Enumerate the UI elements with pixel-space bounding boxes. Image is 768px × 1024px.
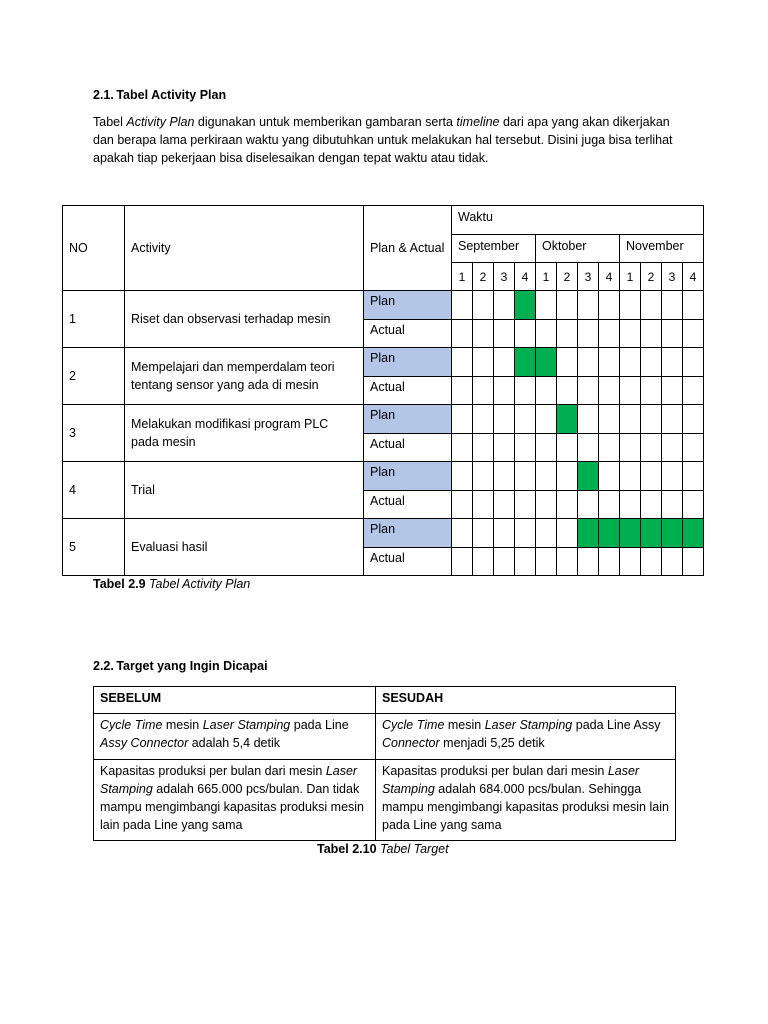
row-activity: Riset dan observasi terhadap mesin [125, 291, 364, 348]
row-number: 2 [63, 348, 125, 405]
actual-week-cell [557, 377, 578, 405]
plan-label: Plan [364, 348, 452, 377]
actual-label: Actual [364, 548, 452, 576]
plan-week-cell [473, 519, 494, 548]
plan-week-cell [599, 291, 620, 320]
actual-week-cell [557, 491, 578, 519]
plan-week-cell [683, 462, 704, 491]
header-week: 1 [536, 263, 557, 291]
plan-week-cell [452, 519, 473, 548]
plan-week-cell [536, 405, 557, 434]
plan-week-cell [683, 405, 704, 434]
actual-label: Actual [364, 320, 452, 348]
actual-week-cell [683, 491, 704, 519]
plan-label: Plan [364, 462, 452, 491]
plan-week-cell [473, 462, 494, 491]
header-week: 2 [641, 263, 662, 291]
plan-label: Plan [364, 291, 452, 320]
actual-week-cell [473, 320, 494, 348]
plan-label: Plan [364, 519, 452, 548]
actual-week-cell [536, 320, 557, 348]
para-text: digunakan untuk memberikan gambaran serta [194, 115, 457, 129]
header-month: Oktober [536, 235, 620, 263]
actual-week-cell [599, 377, 620, 405]
row-activity: Trial [125, 462, 364, 519]
plan-week-cell [641, 348, 662, 377]
actual-week-cell [683, 320, 704, 348]
plan-week-cell [452, 348, 473, 377]
row-number: 1 [63, 291, 125, 348]
plan-week-cell [494, 291, 515, 320]
actual-week-cell [515, 320, 536, 348]
actual-week-cell [683, 548, 704, 576]
section-heading-target: 2.2. Target yang Ingin Dicapai [93, 659, 268, 673]
header-month: September [452, 235, 536, 263]
cell-text: menjadi 5,25 detik [439, 736, 545, 750]
cell-italic: Cycle Time [100, 718, 163, 732]
plan-week-cell [641, 462, 662, 491]
plan-week-cell [599, 348, 620, 377]
plan-week-filled [683, 519, 704, 548]
cell-text: adalah 684.000 pcs/bulan. Sehingga mampu mengimbangi kapasitas produksi mesin lain pada Line yang sama [382, 782, 669, 832]
actual-week-cell [494, 548, 515, 576]
actual-week-cell [620, 377, 641, 405]
actual-week-cell [536, 434, 557, 462]
intro-paragraph [93, 113, 683, 167]
cell-text: pada Line [290, 718, 349, 732]
actual-week-cell [662, 434, 683, 462]
actual-week-cell [662, 320, 683, 348]
actual-label: Actual [364, 377, 452, 405]
plan-week-cell [557, 291, 578, 320]
actual-week-cell [683, 377, 704, 405]
header-week: 2 [557, 263, 578, 291]
plan-week-cell [515, 405, 536, 434]
cell-italic: Laser Stamping [100, 764, 358, 796]
plan-week-cell [473, 348, 494, 377]
actual-week-cell [515, 434, 536, 462]
plan-week-filled [620, 519, 641, 548]
plan-week-filled [599, 519, 620, 548]
cell-italic: Cycle Time [382, 718, 445, 732]
caption-italic: Tabel Activity Plan [149, 577, 251, 591]
plan-week-cell [557, 462, 578, 491]
actual-week-cell [662, 377, 683, 405]
plan-week-cell [683, 348, 704, 377]
cell-italic: Laser Stamping [484, 718, 573, 732]
plan-week-filled [557, 405, 578, 434]
activity-plan-table [62, 205, 704, 576]
actual-label: Actual [364, 434, 452, 462]
actual-week-cell [536, 548, 557, 576]
actual-week-cell [494, 320, 515, 348]
para-italic: Activity Plan [126, 115, 195, 129]
plan-week-cell [620, 462, 641, 491]
cell-italic: Laser Stamping [202, 718, 291, 732]
plan-week-cell [620, 348, 641, 377]
plan-week-filled [515, 348, 536, 377]
plan-week-cell [473, 291, 494, 320]
actual-week-cell [620, 548, 641, 576]
actual-week-cell [641, 320, 662, 348]
actual-week-cell [599, 491, 620, 519]
row-number: 5 [63, 519, 125, 576]
actual-week-cell [494, 491, 515, 519]
actual-week-cell [683, 434, 704, 462]
caption-activity-plan [93, 577, 250, 591]
actual-week-cell [641, 548, 662, 576]
actual-week-cell [536, 491, 557, 519]
para-text: dari apa yang akan dikerjakan dan berapa lama perkiraan waktu yang dibutuhkan untuk melakukan hal tersebut. Disini juga bisa terlihat apakah tiap pekerjaan bisa diselesaikan dengan tepat waktu atau tidak. [93, 115, 673, 165]
header-plan-actual: Plan & Actual [364, 206, 452, 291]
plan-week-cell [473, 405, 494, 434]
actual-week-cell [515, 491, 536, 519]
plan-week-cell [494, 348, 515, 377]
plan-week-filled [578, 462, 599, 491]
para-text: Tabel [93, 115, 127, 129]
caption-bold: Tabel 2.9 [93, 577, 150, 591]
actual-week-cell [494, 434, 515, 462]
plan-week-cell [557, 519, 578, 548]
plan-week-cell [452, 405, 473, 434]
cell-after-capacity [376, 760, 676, 841]
plan-week-filled [536, 348, 557, 377]
plan-week-cell [557, 348, 578, 377]
row-number: 3 [63, 405, 125, 462]
plan-week-cell [599, 405, 620, 434]
actual-week-cell [662, 491, 683, 519]
actual-week-cell [536, 377, 557, 405]
plan-week-cell [662, 348, 683, 377]
plan-week-cell [599, 462, 620, 491]
actual-week-cell [620, 320, 641, 348]
row-activity: Melakukan modifikasi program PLC pada mesin [125, 405, 364, 462]
plan-week-cell [494, 462, 515, 491]
actual-week-cell [452, 491, 473, 519]
plan-week-cell [515, 462, 536, 491]
plan-week-filled [515, 291, 536, 320]
actual-week-cell [641, 434, 662, 462]
header-week: 3 [578, 263, 599, 291]
cell-italic: Laser Stamping [382, 764, 640, 796]
actual-week-cell [578, 377, 599, 405]
plan-week-cell [452, 462, 473, 491]
header-no: NO [63, 206, 125, 291]
row-activity: Evaluasi hasil [125, 519, 364, 576]
plan-week-cell [536, 462, 557, 491]
actual-week-cell [473, 491, 494, 519]
plan-week-filled [641, 519, 662, 548]
cell-after-cycle-time [376, 714, 676, 760]
row-activity: Mempelajari dan memperdalam teori tentang sensor yang ada di mesin [125, 348, 364, 405]
actual-week-cell [473, 434, 494, 462]
header-week: 4 [599, 263, 620, 291]
header-activity: Activity [125, 206, 364, 291]
header-sebelum: SEBELUM [94, 687, 376, 714]
actual-week-cell [557, 548, 578, 576]
actual-week-cell [473, 548, 494, 576]
actual-week-cell [641, 491, 662, 519]
actual-week-cell [599, 548, 620, 576]
actual-week-cell [578, 320, 599, 348]
actual-week-cell [599, 434, 620, 462]
actual-week-cell [452, 548, 473, 576]
plan-week-cell [641, 291, 662, 320]
plan-week-cell [536, 519, 557, 548]
target-table [93, 686, 676, 841]
plan-week-cell [662, 291, 683, 320]
cell-before-capacity [94, 760, 376, 841]
caption-target [317, 842, 449, 856]
header-week: 1 [620, 263, 641, 291]
plan-week-cell [578, 291, 599, 320]
plan-week-cell [641, 405, 662, 434]
plan-label: Plan [364, 405, 452, 434]
plan-week-cell [620, 291, 641, 320]
header-week: 3 [662, 263, 683, 291]
para-italic: timeline [456, 115, 500, 129]
plan-week-cell [620, 405, 641, 434]
cell-text: adalah 5,4 detik [188, 736, 280, 750]
actual-week-cell [662, 548, 683, 576]
actual-week-cell [557, 320, 578, 348]
plan-week-filled [662, 519, 683, 548]
plan-week-cell [578, 405, 599, 434]
cell-text: pada Line Assy [572, 718, 661, 732]
header-sesudah: SESUDAH [376, 687, 676, 714]
cell-before-cycle-time [94, 714, 376, 760]
cell-italic: Assy Connector [100, 736, 189, 750]
cell-text: Kapasitas produksi per bulan dari mesin [100, 764, 326, 778]
plan-week-cell [452, 291, 473, 320]
actual-week-cell [641, 377, 662, 405]
cell-italic: Connector [382, 736, 440, 750]
cell-text: mesin [444, 718, 485, 732]
actual-week-cell [515, 548, 536, 576]
actual-week-cell [620, 434, 641, 462]
plan-week-filled [578, 519, 599, 548]
actual-week-cell [452, 434, 473, 462]
actual-week-cell [473, 377, 494, 405]
actual-week-cell [452, 320, 473, 348]
plan-week-cell [683, 291, 704, 320]
actual-week-cell [515, 377, 536, 405]
actual-week-cell [494, 377, 515, 405]
plan-week-cell [494, 405, 515, 434]
cell-text: Kapasitas produksi per bulan dari mesin [382, 764, 608, 778]
caption-bold: Tabel 2.10 [317, 842, 380, 856]
header-week: 4 [683, 263, 704, 291]
actual-week-cell [578, 491, 599, 519]
actual-label: Actual [364, 491, 452, 519]
plan-week-cell [515, 519, 536, 548]
plan-week-cell [662, 462, 683, 491]
caption-italic: Tabel Target [380, 842, 449, 856]
actual-week-cell [557, 434, 578, 462]
plan-week-cell [536, 291, 557, 320]
actual-week-cell [578, 434, 599, 462]
plan-week-cell [662, 405, 683, 434]
header-week: 2 [473, 263, 494, 291]
header-week: 3 [494, 263, 515, 291]
header-waktu: Waktu [452, 206, 704, 235]
actual-week-cell [452, 377, 473, 405]
plan-week-cell [494, 519, 515, 548]
plan-week-cell [578, 348, 599, 377]
row-number: 4 [63, 462, 125, 519]
header-month: November [620, 235, 704, 263]
actual-week-cell [599, 320, 620, 348]
header-week: 4 [515, 263, 536, 291]
section-heading-activity-plan: 2.1. Tabel Activity Plan [93, 88, 227, 102]
header-week: 1 [452, 263, 473, 291]
cell-text: adalah 665.000 pcs/bulan. Dan tidak mampu mengimbangi kapasitas produksi mesin lain pada Line yang sama [100, 782, 365, 832]
actual-week-cell [578, 548, 599, 576]
cell-text: mesin [162, 718, 203, 732]
actual-week-cell [620, 491, 641, 519]
